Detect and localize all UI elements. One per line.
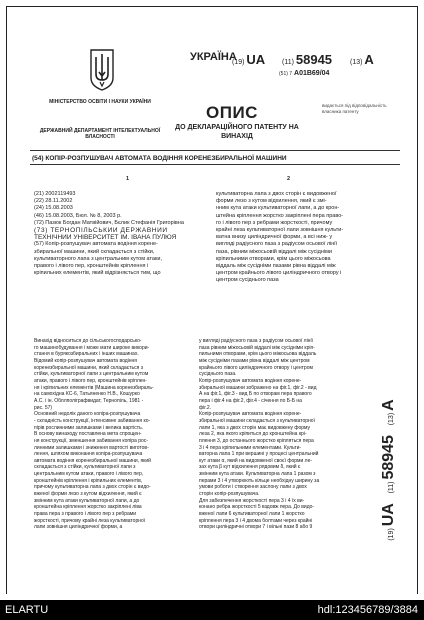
description-line: А на фіг.1, фіг.3 - вид Б по отворам пера правого — [199, 391, 312, 398]
description-line: змінним кута атаки. Культиваторна лапа 1 разом з — [199, 471, 316, 478]
description-line: зах кута β кут відхилення рядовим δ, який є — [199, 464, 301, 471]
biblio-line: (22) 28.11.2002 — [34, 198, 73, 205]
document-title: ОПИС — [206, 103, 258, 122]
description-left-column — [34, 338, 192, 531]
description-line: причому культиваторна лапа з двох сторін є видо- — [34, 484, 151, 491]
description-line: В основу винаходу поставлена мета спрощен- — [34, 431, 142, 438]
description-line: коренезбиральної машини, який складається з — [34, 364, 144, 371]
description-line: сусіднього паза. — [199, 371, 237, 378]
description-line: плення 3, до останнього жорстко кріпляться пера — [199, 437, 314, 444]
patent-number-value: 58945 — [295, 52, 333, 67]
claim-line: кріпильними отворами, крім цього міжосьова — [216, 255, 331, 262]
description-line: стання в бурякозбиральних і інших машинах. — [34, 351, 139, 358]
claim-line: форми лезо з кутом відхилення, який є змі- — [216, 198, 327, 205]
page-border-left — [6, 6, 7, 594]
page-border-top — [6, 6, 418, 7]
claim-line: центром крайнього лівого циліндричного отвору і — [216, 270, 342, 277]
claim-line: штейна кріплення жорстко закріплені пера право- — [216, 212, 344, 219]
page-border-right — [417, 6, 418, 594]
description-line: пірів рослинними залишками і велика вартість. — [34, 424, 144, 431]
claim-line: віддаль між сусідніми пазами рівна віддалі між — [216, 263, 336, 270]
stamp-number-label: (11) — [388, 481, 395, 494]
description-line: паза рівним міжосьовій віддалі між сусідніми кріп- — [199, 344, 315, 351]
description-line: конано ребра жорсткості 5 вздовж пера. До видо- — [199, 504, 315, 511]
divider-top — [30, 150, 400, 151]
description-line: кронштейнів кріплення і кріпильних елементів, — [34, 477, 143, 484]
claim-line: центром сусіднього паза — [216, 277, 279, 284]
description-line: крайнього лівого циліндричного отвору і центром — [199, 364, 313, 371]
viewer-footer — [0, 600, 424, 620]
description-line: отвори циліндричні отвори 7 і вільні пази 8 або 9 — [199, 524, 313, 531]
description-line: кронштейна кріплення жорстко закріплені ліва — [34, 504, 142, 511]
description-line: рис. 57) — [34, 404, 53, 411]
description-line: у вигляді радіусного паза з радіусом осьової лінії — [199, 338, 313, 344]
document-kind-label: (13) — [350, 59, 363, 66]
description-line: ня і кріпильних елементів (Машина коренезбираль- — [34, 384, 154, 391]
description-line: Для забезпечення жорсткості пера 3 і 4 їх ви- — [199, 497, 305, 504]
patent-number-label: (11) — [282, 59, 294, 66]
description-line: Копір-розпушувач автомата водіння корене- — [199, 377, 302, 384]
description-line: сторін копір-розпушувача. — [199, 491, 260, 498]
stamp-kind-label: (13) — [388, 412, 395, 426]
description-line: перами 3 і 4 утворюють кільце необхідну ширину за — [199, 477, 320, 484]
description-line: складається з стійки, культиваторної лапи з — [34, 464, 136, 471]
column-number-2: 2 — [287, 176, 291, 182]
document-subtitle: ДО ДЕКЛАРАЦІЙНОГО ПАТЕНТУ НА ВИНАХІД — [175, 124, 299, 140]
country-code-label: (19) — [232, 59, 245, 66]
biblio-line: кріпильних елементів, який відрізняється тим, що — [34, 270, 161, 277]
country-code-field — [232, 52, 265, 67]
description-line: вженої лапи 6 культиваторної лапи 1 жорстко — [199, 511, 305, 518]
description-line: кут атаки α, який на видовженої своєї форми ле- — [199, 457, 313, 464]
description-line: А.С. і ін. Обллполіграфвидат, Тернопіль, 1981 - — [34, 397, 144, 404]
description-line: ня конструкції, зменшення забивання копіра рос- — [34, 437, 148, 444]
claim-line: крайні леза культиваторної лапи зовнішня культи- — [216, 227, 344, 234]
stamp-country-value: UA — [380, 503, 397, 527]
patent-number-field — [282, 52, 332, 67]
description-line: леза 2, яка якого кріпиться до кронштейна крі- — [199, 431, 307, 438]
description-line: пера і фіг.4 на фіг.2, фіг.4 - січення по Б-Б на — [199, 397, 302, 404]
description-line: збиральної машини складається з культиваторної — [199, 417, 315, 424]
biblio-line: правого і лівого пер, кронштейнів кріплення і — [34, 263, 149, 270]
claim-line: паза, рівним міжосьовій віддалі між сусідніми — [216, 248, 332, 255]
ipc-value: A01B69/04 — [294, 70, 330, 77]
description-line: ваторна лапа 1 при вершині у процесі центральний — [199, 451, 319, 458]
claim-line: нним кута атаки культиваторної лапи, а до крон- — [216, 205, 340, 212]
invention-title: (54) КОПІР-РОЗПУШУВАЧ АВТОМАТА ВОДІННЯ КОРЕНЕЗБИРАЛЬНОЇ МАШИНИ — [32, 155, 287, 162]
biblio-line: культиваторного лапа з центральним кутом атаки, — [34, 255, 162, 262]
ipc-classification — [279, 70, 329, 77]
country-code-value: UA — [246, 52, 266, 67]
description-line: жорсткості, причому крайні леза культиваторної — [34, 517, 146, 524]
biblio-line: (72) Пазюк Богдан Матвійович, Бєлик Стефанія Григорівна — [34, 219, 184, 226]
description-line: збиральної машини зображено на фіг.1, фіг.2 - вид — [199, 384, 317, 391]
description-line: Відомий копір-розпушувач автомата водіння — [34, 357, 138, 364]
biblio-line: (24) 15.08.2003 — [34, 205, 73, 212]
country-name: УКРАЇНА — [190, 51, 237, 63]
description-line: лапи зовнішня циліндричної форми, а — [34, 524, 123, 531]
description-line: між сусідніми пазами рівна віддалі між центром — [199, 357, 310, 364]
description-right-column — [199, 338, 363, 531]
description-line: кріплення пера 3 і 4 двома болтами через крайні — [199, 517, 313, 524]
department-name: ДЕРЖАВНИЙ ДЕПАРТАМЕНТ ІНТЕЛЕКТУАЛЬНОЇ ВЛАСНОСТІ — [39, 128, 161, 140]
description-line: вженої форми лезо з кутом відхилення, який є — [34, 491, 142, 498]
description-line: на самохідна КС-6, Татьяненко Н.В., Кошурко — [34, 391, 140, 398]
description-line: центральним кутом атаки, правого і лівого пер, — [34, 471, 144, 478]
description-line: пильними отворами, крім цього міжосьова віддаль — [199, 351, 317, 358]
responsibility-note: видається під відповідальність власника патенту — [322, 103, 387, 114]
divider-bottom — [30, 164, 400, 165]
description-line: змінним кута атаки культиваторної лапи, а до — [34, 497, 140, 504]
biblio-line: збиральної машини, який складається з стійки, — [34, 248, 155, 255]
description-line: лапи 1, яка з двох сторін має видовжену форму — [199, 424, 311, 431]
description-line: атаки, правого і лівого пер, кронштейнів кріплен- — [34, 377, 147, 384]
claim-continuation — [216, 191, 400, 285]
vertical-patent-stamp — [374, 350, 404, 590]
claim-line: вигляді радіусного паза з радіусом осьової лінії — [216, 241, 338, 248]
bibliographic-data — [34, 191, 206, 277]
stamp-kind-value: A — [380, 399, 397, 411]
column-number-1: 1 — [126, 176, 130, 182]
stamp-number-value: 58945 — [380, 435, 397, 480]
claim-line: культиваторна лапа з двох сторін є видовженої — [216, 191, 337, 197]
description-line: фіг.2. — [199, 404, 211, 411]
biblio-line: (21) 2002119493 — [34, 191, 76, 197]
coat-of-arms-icon — [88, 48, 116, 92]
claim-line: ватна внизу циліндричної форми, а всі ниж- у — [216, 234, 333, 241]
description-line: линними залишками і зниження вартості виготов- — [34, 444, 149, 451]
repository-name: ELARTU — [5, 604, 49, 616]
biblio-line: (57) Копір-розпушувач автомата водіння корене- — [34, 241, 158, 248]
biblio-line: (73) ТЕРНОПІЛЬСЬКИЙ ДЕРЖАВНИЙ — [34, 227, 168, 235]
ministry-name: МІНІСТЕРСТВО ОСВІТИ І НАУКИ УКРАЇНИ — [49, 99, 151, 105]
document-kind-value: A — [364, 52, 374, 67]
biblio-line: ТЕХНІЧНИЙ УНІВЕРСИТЕТ ІМ. ІВАНА ПУЛЮЯ — [34, 234, 177, 242]
description-line: права пера з правого і лівого пер з ребрами — [34, 511, 136, 518]
ipc-label: (51) 7 — [279, 71, 293, 77]
stamp-country-label: (19) — [388, 528, 395, 541]
document-kind-field — [350, 52, 374, 67]
description-line: лення, шляхом виконання копіра-розпушувача — [34, 451, 143, 458]
handle-link[interactable]: hdl:123456789/3884 — [317, 604, 418, 616]
description-line: Основний недолік даного копіра-розпушувача — [34, 411, 141, 418]
description-line: го машинобудування і може мати широке викори- — [34, 344, 150, 351]
description-line: автомата водіння коренезбиральної машини, який — [34, 457, 151, 464]
description-line: - складність конструкції, інтенсивне забивання ко- — [34, 417, 151, 424]
description-line: стійки, культиваторної лапи з центральним кутом — [34, 371, 149, 378]
claim-line: го і лівого пер з ребрами жорсткості, причому — [216, 219, 333, 226]
biblio-line: (46) 15.08.2003, Бюл. № 8, 2003 р. — [34, 212, 122, 219]
description-line: умови роботи і створення заслону лапи з двох — [199, 484, 307, 491]
description-line: Копір-розпушувач автомата водіння корене- — [199, 411, 302, 418]
description-line: Винахід відноситься до сільськогосподарсько- — [34, 338, 142, 344]
description-line: 3 і 4 пера кріпильними елементами. Культи- — [199, 444, 302, 451]
